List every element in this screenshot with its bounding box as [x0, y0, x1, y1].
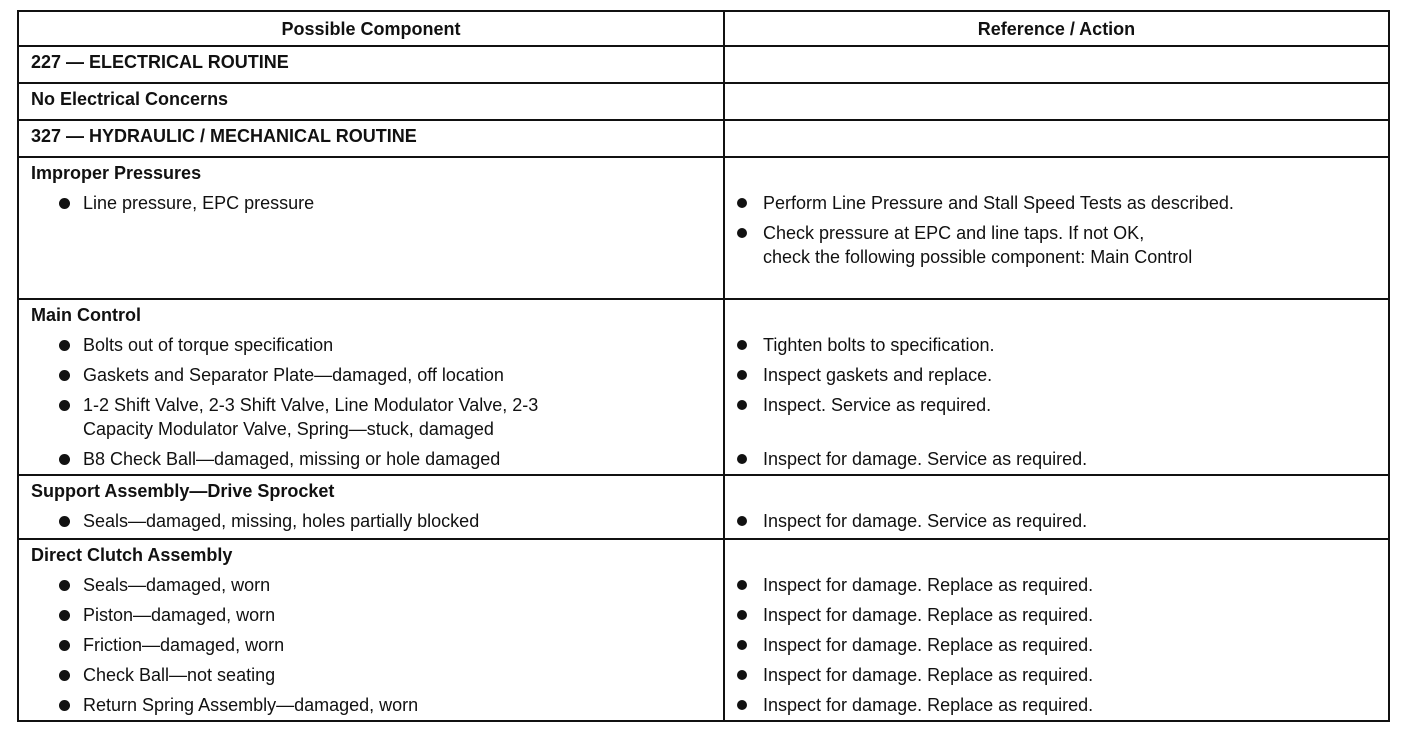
bullet-icon	[59, 198, 70, 209]
component-item: Gaskets and Separator Plate—damaged, off location	[31, 360, 723, 390]
bullet-icon	[737, 640, 747, 650]
action-item: Inspect for damage. Replace as required.	[737, 600, 1388, 630]
empty-cell	[724, 120, 1389, 157]
action-item: Inspect for damage. Replace as required.	[737, 570, 1388, 600]
action-cell	[724, 539, 1389, 721]
action-item: Check pressure at EPC and line taps. If not OK, check the following possible component: Main Control	[737, 218, 1388, 272]
bullet-icon	[737, 400, 747, 410]
bullet-icon	[737, 610, 747, 620]
bullet-icon	[737, 580, 747, 590]
component-item: Bolts out of torque specification	[31, 330, 723, 360]
component-cell	[18, 299, 724, 475]
action-cell	[724, 475, 1389, 539]
bullet-icon	[59, 700, 70, 711]
header-possible-component: Possible Component	[18, 11, 724, 46]
component-item: Line pressure, EPC pressure	[31, 188, 723, 218]
action-cell	[724, 157, 1389, 299]
component-item: Piston—damaged, worn	[31, 600, 723, 630]
table-row	[18, 83, 1389, 120]
component-item: Check Ball—not seating	[31, 660, 723, 690]
empty-cell	[724, 83, 1389, 120]
bullet-icon	[737, 370, 747, 380]
section-main-control	[18, 299, 1389, 475]
action-item: Inspect for damage. Replace as required.	[737, 630, 1388, 660]
bullet-icon	[59, 610, 70, 621]
section-improper-pressures	[18, 157, 1389, 299]
component-item: Seals—damaged, worn	[31, 570, 723, 600]
bullet-icon	[737, 228, 747, 238]
bullet-icon	[59, 516, 70, 527]
action-item: Tighten bolts to specification.	[737, 330, 1388, 360]
empty-cell	[724, 46, 1389, 83]
bullet-icon	[59, 580, 70, 591]
bullet-icon	[737, 516, 747, 526]
bullet-icon	[737, 670, 747, 680]
table-header-row	[18, 11, 1389, 46]
bullet-icon	[737, 198, 747, 208]
section-direct-clutch	[18, 539, 1389, 721]
section-title: Improper Pressures	[31, 163, 202, 183]
bullet-icon	[59, 640, 70, 651]
action-item: Inspect for damage. Replace as required.	[737, 660, 1388, 690]
component-item: Friction—damaged, worn	[31, 630, 723, 660]
action-item: Inspect for damage. Service as required.	[737, 444, 1388, 474]
component-item: 1-2 Shift Valve, 2-3 Shift Valve, Line Modulator Valve, 2-3 Capacity Modulator Valve, Spring—stuck, damaged	[31, 390, 723, 444]
section-title: Direct Clutch Assembly	[31, 545, 233, 565]
component-item: Return Spring Assembly—damaged, worn	[31, 690, 723, 720]
bullet-icon	[59, 340, 70, 351]
component-cell	[18, 539, 724, 721]
electrical-routine-label: 227 — ELECTRICAL ROUTINE	[18, 46, 724, 83]
action-item: Inspect for damage. Replace as required.	[737, 690, 1388, 720]
section-support-assembly	[18, 475, 1389, 539]
table-row	[18, 120, 1389, 157]
action-item: Perform Line Pressure and Stall Speed Tests as described.	[737, 188, 1388, 218]
no-electrical-concerns-label: No Electrical Concerns	[18, 83, 724, 120]
action-cell	[724, 299, 1389, 475]
component-item: B8 Check Ball—damaged, missing or hole damaged	[31, 444, 723, 474]
header-reference-action: Reference / Action	[724, 11, 1389, 46]
component-item: Seals—damaged, missing, holes partially blocked	[31, 506, 723, 536]
section-title: Main Control	[31, 305, 141, 325]
action-item: Inspect. Service as required.	[737, 390, 1388, 444]
bullet-icon	[737, 454, 747, 464]
bullet-icon	[59, 400, 70, 411]
bullet-icon	[737, 340, 747, 350]
action-item: Inspect gaskets and replace.	[737, 360, 1388, 390]
bullet-icon	[59, 370, 70, 381]
bullet-icon	[737, 700, 747, 710]
component-cell	[18, 157, 724, 299]
bullet-icon	[59, 670, 70, 681]
table-row	[18, 46, 1389, 83]
bullet-icon	[59, 454, 70, 465]
hydraulic-routine-label: 327 — HYDRAULIC / MECHANICAL ROUTINE	[18, 120, 724, 157]
action-item: Inspect for damage. Service as required.	[737, 506, 1388, 536]
component-cell	[18, 475, 724, 539]
diagnosis-table	[17, 10, 1390, 722]
section-title: Support Assembly—Drive Sprocket	[31, 481, 335, 501]
